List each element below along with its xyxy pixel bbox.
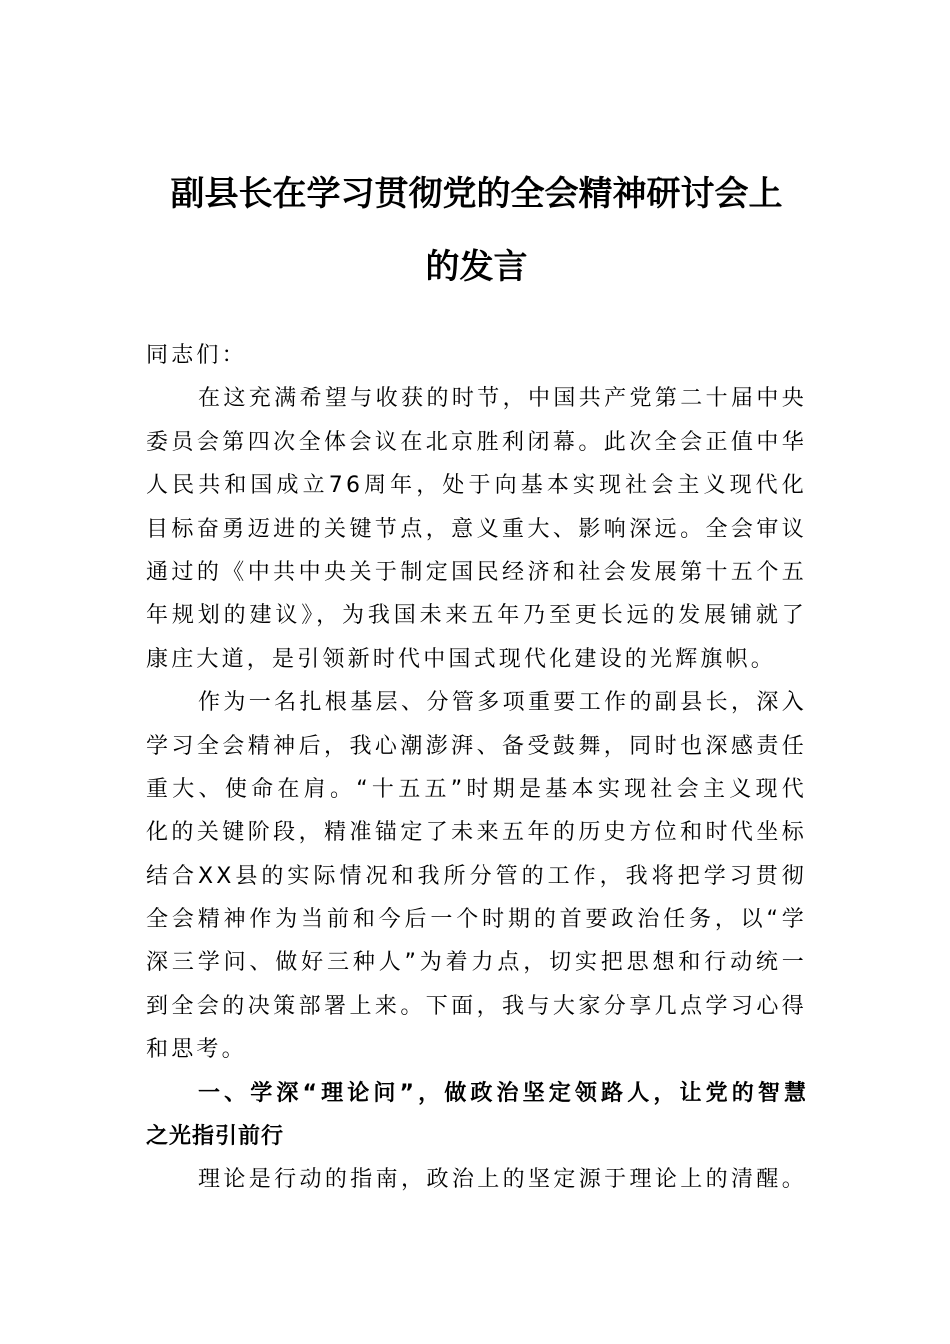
paragraph-line: 重大、使命在肩。“十五五”时期是基本实现社会主义现代 xyxy=(146,776,807,802)
salutation: 同志们： xyxy=(146,343,247,368)
paragraph-line: 深三学问、做好三种人”为着力点，切实把思想和行动统一 xyxy=(146,950,807,976)
paragraph-line: 目标奋勇迈进的关键节点，意义重大、影响深远。全会审议 xyxy=(146,516,807,542)
paragraph-line: 委员会第四次全体会议在北京胜利闭幕。此次全会正值中华 xyxy=(146,429,807,455)
paragraph-line: 结合XX县的实际情况和我所分管的工作，我将把学习贯彻 xyxy=(146,863,807,889)
document-title xyxy=(146,158,807,304)
paragraph-line: 年规划的建议》，为我国未来五年乃至更长远的发展铺就了 xyxy=(146,603,807,629)
paragraph-line: 到全会的决策部署上来。下面，我与大家分享几点学习心得 xyxy=(146,993,807,1019)
paragraph-line: 全会精神作为当前和今后一个时期的首要政治任务，以“学 xyxy=(146,907,807,933)
paragraph-line: 作为一名扎根基层、分管多项重要工作的副县长，深入 xyxy=(198,690,807,716)
title-line-1: 副县长在学习贯彻党的全会精神研讨会上 xyxy=(170,174,783,214)
paragraph-1 xyxy=(146,377,807,681)
paragraph-2 xyxy=(146,681,807,1072)
heading-line: 一、学深“理论问”，做政治坚定领路人，让党的智慧 xyxy=(198,1080,807,1106)
title-line-2: 的发言 xyxy=(425,247,528,287)
paragraph-line: 和思考。 xyxy=(146,1037,247,1063)
paragraph-line: 通过的《中共中央关于制定国民经济和社会发展第十五个五 xyxy=(146,559,807,585)
heading-line: 之光指引前行 xyxy=(146,1124,285,1150)
paragraph-line: 化的关键阶段，精准锚定了未来五年的历史方位和时代坐标 xyxy=(146,820,807,846)
paragraph-line: 康庄大道，是引领新时代中国式现代化建设的光辉旗帜。 xyxy=(146,646,777,672)
paragraph-line: 人民共和国成立76周年，处于向基本实现社会主义现代化 xyxy=(146,473,807,499)
paragraph-line: 在这充满希望与收获的时节，中国共产党第二十届中央 xyxy=(198,386,807,412)
paragraph-line: 学习全会精神后，我心潮澎湃、备受鼓舞，同时也深感责任 xyxy=(146,733,807,759)
section-paragraph-1 xyxy=(146,1158,807,1201)
section-heading-1 xyxy=(146,1072,807,1159)
paragraph-line: 理论是行动的指南，政治上的坚定源于理论上的清醒。 xyxy=(198,1167,807,1193)
document-body xyxy=(146,334,807,1202)
